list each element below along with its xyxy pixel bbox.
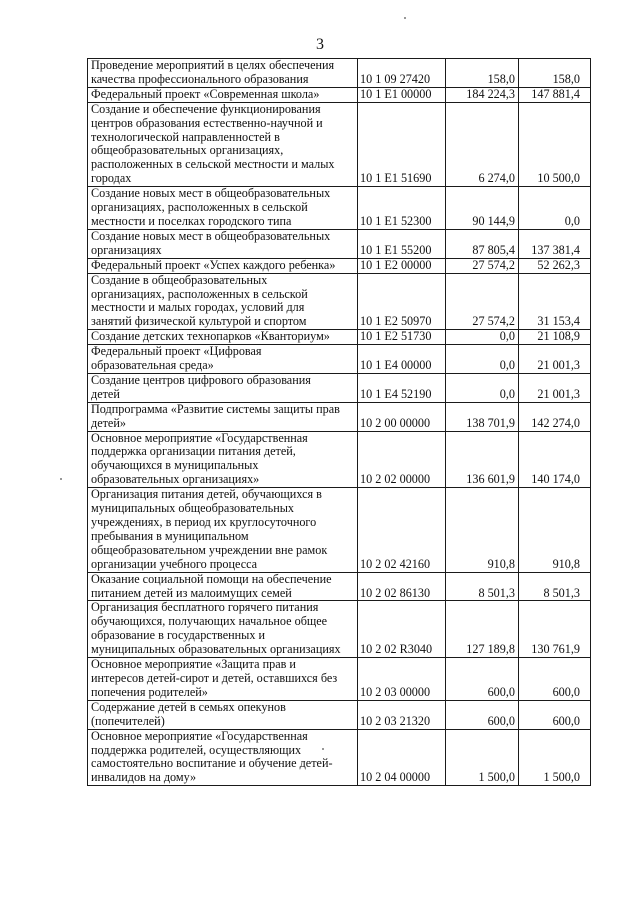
row-value-2021-cell: 21 001,3 xyxy=(519,373,591,402)
table-row xyxy=(88,87,591,102)
row-value-2021-cell: 600,0 xyxy=(519,700,591,729)
row-value-2020-cell: 8 501,3 xyxy=(446,572,519,601)
row-name-cell: Федеральный проект «Современная школа» xyxy=(88,87,358,102)
table-row xyxy=(88,402,591,431)
row-value-2020-cell: 910,8 xyxy=(446,488,519,572)
budget-table xyxy=(87,58,591,786)
row-value-2020-cell: 1 500,0 xyxy=(446,729,519,786)
row-value-2020-cell: 87 805,4 xyxy=(446,229,519,258)
row-value-2021-cell: 10 500,0 xyxy=(519,102,591,186)
table-row xyxy=(88,658,591,701)
table-row xyxy=(88,187,591,230)
table-row xyxy=(88,373,591,402)
row-value-2020-cell: 600,0 xyxy=(446,658,519,701)
table-row xyxy=(88,700,591,729)
table-row xyxy=(88,488,591,572)
row-name-cell: Подпрограмма «Развитие системы защиты прав детей» xyxy=(88,402,358,431)
row-name-cell: Создание новых мест в общеобразовательных организациях, расположенных в сельской местности и поселках городского типа xyxy=(88,187,358,230)
row-value-2021-cell: 21 108,9 xyxy=(519,330,591,345)
table-row xyxy=(88,431,591,488)
row-name-cell: Оказание социальной помощи на обеспечение питанием детей из малоимущих семей xyxy=(88,572,358,601)
row-value-2021-cell: 158,0 xyxy=(519,59,591,88)
row-name-cell: Основное мероприятие «Государственная поддержка родителей, осуществляющих самостоятельно воспитание и обучение детей- инвалидов на дому» xyxy=(88,729,358,786)
table-row xyxy=(88,330,591,345)
scan-speck xyxy=(404,17,406,19)
row-name-cell: Проведение мероприятий в целях обеспечения качества профессионального образования xyxy=(88,59,358,88)
row-code-cell: 10 2 02 86130 xyxy=(358,572,446,601)
row-name-cell: Федеральный проект «Успех каждого ребенка» xyxy=(88,258,358,273)
row-code-cell: 10 2 02 R3040 xyxy=(358,601,446,658)
row-value-2021-cell: 31 153,4 xyxy=(519,273,591,330)
row-code-cell: 10 2 02 00000 xyxy=(358,431,446,488)
row-code-cell: 10 1 E2 00000 xyxy=(358,258,446,273)
row-value-2021-cell: 137 381,4 xyxy=(519,229,591,258)
row-name-cell: Основное мероприятие «Государственная поддержка организации питания детей, обучающихся в муниципальных образовательных организациях» xyxy=(88,431,358,488)
table-row xyxy=(88,345,591,374)
row-value-2020-cell: 138 701,9 xyxy=(446,402,519,431)
row-code-cell: 10 2 03 21320 xyxy=(358,700,446,729)
table-row xyxy=(88,102,591,186)
row-name-cell: Создание в общеобразовательных организациях, расположенных в сельской местности и малых городах, условий для занятий физической культурой и спортом xyxy=(88,273,358,330)
row-code-cell: 10 2 00 00000 xyxy=(358,402,446,431)
row-name-cell: Содержание детей в семьях опекунов (попечителей) xyxy=(88,700,358,729)
row-value-2020-cell: 127 189,8 xyxy=(446,601,519,658)
row-value-2021-cell: 600,0 xyxy=(519,658,591,701)
table-row xyxy=(88,601,591,658)
row-value-2021-cell: 1 500,0 xyxy=(519,729,591,786)
row-value-2020-cell: 184 224,3 xyxy=(446,87,519,102)
row-value-2021-cell: 8 501,3 xyxy=(519,572,591,601)
row-value-2021-cell: 910,8 xyxy=(519,488,591,572)
row-value-2020-cell: 158,0 xyxy=(446,59,519,88)
table-row xyxy=(88,729,591,786)
row-value-2021-cell: 142 274,0 xyxy=(519,402,591,431)
row-code-cell: 10 1 E1 55200 xyxy=(358,229,446,258)
row-name-cell: Создание и обеспечение функционирования центров образования естественно-научной и технологической направленностей в общеобразовательных организациях, расположенных в сельской местности и малых городах xyxy=(88,102,358,186)
row-value-2020-cell: 27 574,2 xyxy=(446,258,519,273)
row-value-2020-cell: 6 274,0 xyxy=(446,102,519,186)
row-value-2020-cell: 0,0 xyxy=(446,345,519,374)
row-code-cell: 10 1 E2 50970 xyxy=(358,273,446,330)
row-code-cell: 10 2 02 42160 xyxy=(358,488,446,572)
row-value-2021-cell: 52 262,3 xyxy=(519,258,591,273)
table-row xyxy=(88,273,591,330)
row-name-cell: Основное мероприятие «Защита прав и интересов детей-сирот и детей, оставшихся без попечения родителей» xyxy=(88,658,358,701)
row-value-2020-cell: 90 144,9 xyxy=(446,187,519,230)
scan-speck xyxy=(60,478,62,480)
row-value-2020-cell: 0,0 xyxy=(446,373,519,402)
row-code-cell: 10 1 E4 52190 xyxy=(358,373,446,402)
row-code-cell: 10 1 E2 51730 xyxy=(358,330,446,345)
row-name-cell: Организация питания детей, обучающихся в муниципальных общеобразовательных учреждениях, в период их круглосуточного пребывания в муниципальном общеобразовательном учреждении вне рамок организации учебного процесса xyxy=(88,488,358,572)
row-code-cell: 10 1 09 27420 xyxy=(358,59,446,88)
row-name-cell: Создание новых мест в общеобразовательных организациях xyxy=(88,229,358,258)
row-code-cell: 10 1 E4 00000 xyxy=(358,345,446,374)
row-code-cell: 10 2 03 00000 xyxy=(358,658,446,701)
row-value-2020-cell: 0,0 xyxy=(446,330,519,345)
row-value-2021-cell: 147 881,4 xyxy=(519,87,591,102)
row-name-cell: Создание детских технопарков «Кванториум» xyxy=(88,330,358,345)
scan-speck xyxy=(322,748,324,750)
budget-table-body xyxy=(88,59,591,786)
table-row xyxy=(88,572,591,601)
row-code-cell: 10 2 04 00000 xyxy=(358,729,446,786)
row-value-2021-cell: 140 174,0 xyxy=(519,431,591,488)
row-name-cell: Создание центров цифрового образования детей xyxy=(88,373,358,402)
row-code-cell: 10 1 E1 51690 xyxy=(358,102,446,186)
row-value-2020-cell: 600,0 xyxy=(446,700,519,729)
table-row xyxy=(88,229,591,258)
table-row xyxy=(88,258,591,273)
table-row xyxy=(88,59,591,88)
row-name-cell: Федеральный проект «Цифровая образовательная среда» xyxy=(88,345,358,374)
row-value-2021-cell: 21 001,3 xyxy=(519,345,591,374)
row-code-cell: 10 1 E1 00000 xyxy=(358,87,446,102)
row-value-2020-cell: 27 574,2 xyxy=(446,273,519,330)
row-value-2020-cell: 136 601,9 xyxy=(446,431,519,488)
row-name-cell: Организация бесплатного горячего питания обучающихся, получающих начальное общее образование в государственных и муниципальных образовательных организациях xyxy=(88,601,358,658)
row-value-2021-cell: 130 761,9 xyxy=(519,601,591,658)
row-code-cell: 10 1 E1 52300 xyxy=(358,187,446,230)
page-number: 3 xyxy=(316,36,324,53)
row-value-2021-cell: 0,0 xyxy=(519,187,591,230)
